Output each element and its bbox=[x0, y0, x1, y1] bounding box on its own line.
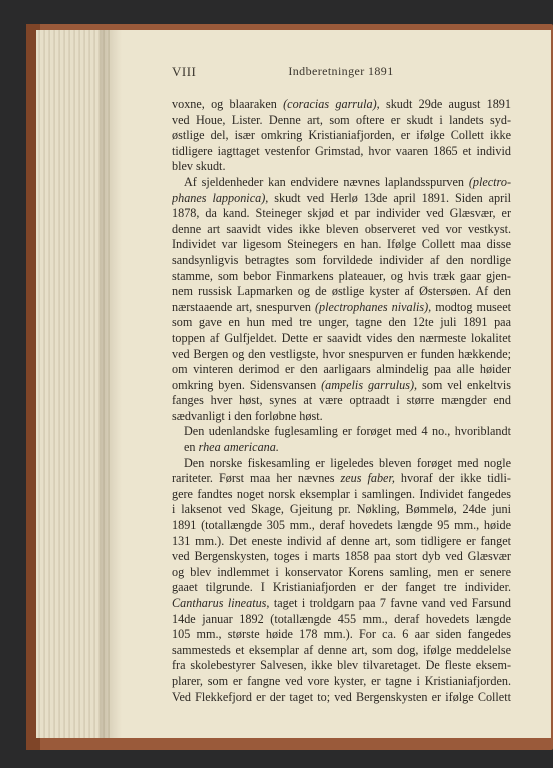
italic-term: Cantharus lineatus, bbox=[172, 596, 270, 610]
text-span: 1878, da kand. Steineger skjød et par individer ved Glæsvær, er bbox=[172, 206, 511, 221]
text-line bbox=[172, 253, 511, 269]
text-line bbox=[172, 565, 511, 581]
text-line bbox=[172, 378, 511, 394]
text-span: 131 mm.). Det eneste individ af denne art, som tidligere er fanget bbox=[172, 533, 511, 548]
text-span: stamme, som bebor Finmarkens plateauer, og hvis træk gaar gjen- bbox=[172, 268, 511, 283]
text-line bbox=[172, 456, 511, 472]
text-line bbox=[172, 269, 511, 285]
text-span: skudt 29de august 1891 bbox=[379, 97, 511, 111]
text-line bbox=[172, 658, 511, 674]
text-line bbox=[172, 487, 511, 503]
text-line bbox=[172, 440, 511, 456]
text-span: og blev indlemmet i konservator Korens samling, men er senere bbox=[172, 564, 511, 579]
text-span: østlige del, især omkring Kristianiafjorden, er ifølge Collett ikke bbox=[172, 128, 511, 143]
text-span: tidligere iagttaget vestenfor Grimstad, hvor vaaren 1865 et individ bbox=[172, 143, 511, 158]
text-line bbox=[172, 596, 511, 612]
text-span: modtog museet bbox=[431, 299, 511, 314]
text-span: blev skudt. bbox=[172, 159, 226, 174]
text-span: fanges hver høst, synes at være optraadt i større mængder end bbox=[172, 393, 511, 408]
text-line bbox=[172, 518, 511, 534]
text-span: en bbox=[184, 440, 199, 455]
text-line bbox=[172, 409, 511, 425]
text-line bbox=[172, 612, 511, 628]
text-line bbox=[172, 643, 511, 659]
text-span: nem russisk Lapmarken og de østlige kyster af Østersøen. Af den bbox=[172, 284, 511, 299]
text-line bbox=[172, 206, 511, 222]
text-span: i laksenot ved Skage, Gjeitung pr. Nøkling, Bømmelø, 24de juni bbox=[172, 502, 511, 517]
text-span: som vel enkeltvis bbox=[417, 377, 511, 392]
italic-term: rhea americana. bbox=[198, 440, 279, 455]
text-line bbox=[172, 315, 511, 331]
gutter-shadow bbox=[100, 30, 122, 738]
text-line bbox=[172, 222, 511, 238]
text-span: hvoraf der ikke tidli- bbox=[394, 471, 511, 486]
page-number: VIII bbox=[172, 64, 197, 79]
text-line bbox=[172, 690, 511, 706]
text-span: omkring byen. Sidensvansen bbox=[172, 377, 322, 392]
italic-term: (plectrophanes nivalis), bbox=[314, 299, 432, 314]
text-span: fra skolebestyrer Salvesen, ikke blev tilvaretaget. De fleste eksem- bbox=[172, 658, 511, 673]
text-line bbox=[172, 113, 511, 129]
text-span: 105 mm., største høide 178 mm.). For ca. 6 aar siden fangedes bbox=[172, 627, 511, 642]
italic-term: (plectro- bbox=[468, 174, 511, 189]
text-line bbox=[172, 97, 511, 113]
text-line bbox=[172, 331, 511, 347]
text-span: taget i troldgarn paa 7 favne vand ved Farsund bbox=[269, 596, 511, 610]
text-line bbox=[172, 191, 511, 207]
text-span: nærstaaende art, snespurven bbox=[172, 299, 315, 314]
text-line bbox=[172, 580, 511, 596]
text-span: gaaet tilgrunde. I Kristianiafjorden er der fanget tre individer. bbox=[172, 580, 511, 595]
text-line bbox=[172, 284, 511, 300]
text-span: ved Bergenskysten, toges i marts 1858 paa stort dyb ved Glæsvær bbox=[172, 549, 511, 564]
text-span: Af sjeldenheder kan endvidere nævnes laplandsspurven bbox=[184, 174, 469, 189]
page-header bbox=[172, 64, 510, 84]
text-span: gere fandtes noget norsk eksemplar i samlingen. Individet fangedes bbox=[172, 486, 511, 501]
text-span: ved Bergen og den vestligste, hvor snespurven er funden hækkende; bbox=[172, 346, 511, 361]
text-line bbox=[172, 144, 511, 160]
text-span: Den norske fiskesamling er ligeledes bleven forøget med nogle bbox=[184, 455, 511, 470]
text-span: rariteter. Først maa her nævnes bbox=[172, 471, 341, 486]
text-line bbox=[172, 175, 511, 191]
text-line bbox=[172, 471, 511, 487]
text-line bbox=[172, 128, 511, 144]
text-line bbox=[172, 534, 511, 550]
text-span: toppen af Gulfjeldet. Dette er saavidt vides den nærmeste lokalitet bbox=[172, 330, 511, 345]
body-text bbox=[172, 97, 511, 705]
text-span: Ved Flekkefjord er der taget to; ved Bergenskysten er ifølge Collett bbox=[172, 689, 511, 704]
running-title: Indberetninger 1891 bbox=[288, 64, 394, 78]
text-span: plarer, som er fangne ved vore kyster, er tagne i Kristianiafjorden. bbox=[172, 673, 511, 688]
text-span: sandsynligvis betragtes som forvildede individer af den nordlige bbox=[172, 252, 511, 267]
italic-term: (coracias garrula), bbox=[283, 97, 380, 111]
text-line bbox=[172, 300, 511, 316]
text-line bbox=[172, 347, 511, 363]
text-line bbox=[172, 627, 511, 643]
text-span: sammesteds et eksemplar af denne art, som dog, ifølge meddelelse bbox=[172, 642, 511, 657]
text-line bbox=[172, 502, 511, 518]
italic-term: (ampelis garrulus), bbox=[321, 377, 418, 392]
text-span: som gave en hun med tre unger, tagne den 12te juli 1891 paa bbox=[172, 315, 511, 330]
text-span: ved Houe, Lister. Denne art, som oftere er skudt i landets syd- bbox=[172, 112, 511, 127]
text-span: denne art saavidt vides ikke bleven observeret ved vor vestkyst. bbox=[172, 221, 511, 236]
text-span: 1891 (totallængde 305 mm., deraf hovedets længde 95 mm., høide bbox=[172, 518, 511, 533]
text-span: om vinteren derimod er den aarligaars almindelig paa alle høider bbox=[172, 362, 511, 377]
text-span: 14de januar 1892 (totallængde 455 mm., deraf hovedets længde bbox=[172, 611, 511, 626]
text-span: sædvanligt i den forløbne høst. bbox=[172, 408, 323, 423]
text-line bbox=[172, 237, 511, 253]
text-line bbox=[172, 159, 511, 175]
text-line bbox=[172, 393, 511, 409]
text-span: Individet var ligesom Steinegers en han. Ifølge Collett maa disse bbox=[172, 237, 511, 252]
italic-term: phanes lapponica), bbox=[172, 190, 269, 205]
text-span: Den udenlandske fuglesamling er forøget med 4 no., hvoriblandt bbox=[184, 424, 511, 439]
text-span: voxne, og blaaraken bbox=[172, 97, 284, 111]
italic-term: zeus faber, bbox=[340, 471, 395, 486]
text-span: skudt ved Herlø 13de april 1891. Siden april bbox=[268, 190, 511, 205]
text-line bbox=[172, 424, 511, 440]
text-line bbox=[172, 362, 511, 378]
text-line bbox=[172, 549, 511, 565]
text-line bbox=[172, 674, 511, 690]
